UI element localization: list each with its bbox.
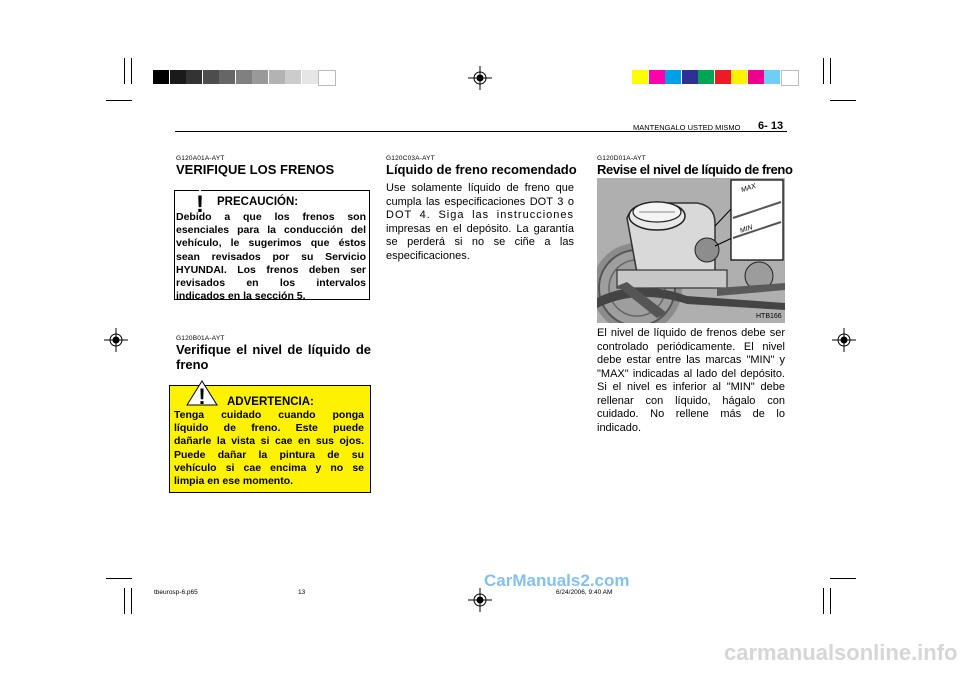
warning-line: limpia en ese momento. bbox=[174, 475, 294, 488]
warning-line: Tenga cuidado cuando ponga bbox=[174, 409, 364, 421]
section-code: G120B01A-AYT bbox=[176, 335, 225, 342]
registration-mark-top bbox=[468, 66, 492, 90]
gray-swatch bbox=[186, 70, 202, 84]
brake-reservoir-illustration bbox=[597, 178, 785, 323]
gray-swatch bbox=[219, 70, 235, 84]
gray-swatch bbox=[269, 70, 285, 84]
watermark-carmanuals2: CarManuals2.com bbox=[484, 571, 630, 590]
color-swatch bbox=[698, 70, 714, 84]
warning-line: vehículo si cae encima y no se bbox=[174, 461, 364, 474]
body-line: cuidado. No rellene más de lo bbox=[597, 408, 785, 420]
min-label: MIN bbox=[739, 224, 754, 235]
color-swatch bbox=[781, 70, 799, 86]
color-swatch bbox=[715, 70, 731, 84]
caution-line: Debido a que los frenos son bbox=[176, 211, 366, 223]
watermark-carmanualsonline: carmanualsonline.info bbox=[724, 640, 958, 665]
color-swatch bbox=[748, 70, 764, 84]
body-line: DOT 4. Siga las instrucciones bbox=[386, 209, 574, 221]
section-heading: Líquido de freno recomendado bbox=[386, 162, 577, 177]
section-heading: VERIFIQUE LOS FRENOS bbox=[176, 162, 335, 177]
caution-line: esenciales para la conducción del bbox=[176, 224, 366, 237]
registration-mark-bottom bbox=[468, 588, 492, 612]
gray-swatch bbox=[153, 70, 169, 84]
body-paragraph bbox=[597, 327, 785, 435]
caution-line: revisados en los intervalos bbox=[176, 277, 366, 290]
warning-line: dañarle la vista si cae en sus ojos. bbox=[174, 435, 364, 448]
gray-swatch bbox=[236, 70, 252, 84]
body-line: cumpla las especificaciones DOT 3 o bbox=[386, 195, 574, 208]
caution-line: sean revisados por su Servicio bbox=[176, 250, 366, 263]
gray-swatch bbox=[203, 70, 219, 84]
body-line: rellenar con líquido, hágalo con bbox=[597, 394, 785, 407]
body-paragraph bbox=[386, 182, 574, 263]
caution-line: vehículo, le sugerimos que éstos bbox=[176, 237, 366, 250]
section-heading: Revise el nivel de líquido de freno bbox=[597, 162, 793, 177]
warning-title: ADVERTENCIA: bbox=[227, 396, 314, 408]
footer-date: 6/24/2006, 9:40 AM bbox=[556, 589, 613, 596]
section-heading bbox=[176, 342, 371, 372]
color-swatch bbox=[731, 70, 747, 84]
warning-line: Puede dañar la pintura de su bbox=[174, 448, 364, 461]
caution-line: HYUNDAI. Los frenos deben ser bbox=[176, 263, 366, 276]
color-swatch bbox=[632, 70, 648, 84]
heading-line: freno bbox=[176, 357, 209, 372]
caution-text bbox=[176, 211, 366, 303]
body-line: especificaciones. bbox=[386, 249, 470, 262]
svg-text:!: ! bbox=[198, 384, 206, 406]
section-code: G120D01A-AYT bbox=[597, 155, 646, 162]
color-swatch bbox=[665, 70, 681, 84]
caution-line: indicados en la sección 5. bbox=[176, 290, 306, 303]
color-swatch bbox=[649, 70, 665, 84]
figure-code: HTB166 bbox=[756, 313, 782, 320]
svg-text:!: ! bbox=[196, 191, 204, 214]
body-line: Use solamente líquido de freno que bbox=[386, 182, 574, 194]
section-code: G120C03A-AYT bbox=[386, 155, 435, 162]
body-line: controlado periódicamente. El nivel bbox=[597, 340, 785, 353]
page-number: 6- 13 bbox=[758, 120, 784, 132]
gray-swatch bbox=[170, 70, 186, 84]
registration-mark-left bbox=[104, 328, 128, 352]
warning-text bbox=[174, 409, 364, 488]
section-title: MANTENGALO USTED MISMO bbox=[633, 123, 741, 132]
warning-triangle-icon bbox=[186, 380, 218, 406]
body-line: debe estar entre las marcas "MIN" y bbox=[597, 354, 785, 366]
heading-line: Verifique el nivel de líquido de bbox=[176, 342, 371, 357]
gray-swatch bbox=[302, 70, 318, 84]
gray-swatch bbox=[318, 70, 336, 86]
max-label: MAX bbox=[740, 182, 757, 195]
body-line: Si el nivel es inferior al "MIN" debe bbox=[597, 381, 785, 393]
color-swatch bbox=[764, 70, 780, 84]
body-line: impresas en el depósito. La garantía bbox=[386, 222, 574, 235]
body-line: El nivel de líquido de frenos debe ser bbox=[597, 327, 785, 339]
body-line: indicado. bbox=[597, 421, 642, 434]
body-line: se perderá si no se ciñe a las bbox=[386, 236, 574, 248]
caution-title: PRECAUCIÓN: bbox=[217, 196, 299, 208]
registration-mark-right bbox=[832, 328, 856, 352]
section-code: G120A01A-AYT bbox=[176, 155, 225, 162]
color-swatch bbox=[682, 70, 698, 84]
gray-swatch bbox=[252, 70, 268, 84]
footer-file: tbeurosp-6.p65 bbox=[154, 589, 198, 596]
footer-page: 13 bbox=[298, 589, 306, 596]
gray-swatch bbox=[285, 70, 301, 84]
warning-line: líquido de freno. Este puede bbox=[174, 422, 364, 435]
body-line: "MAX" indicadas al lado del depósito. bbox=[597, 367, 785, 380]
